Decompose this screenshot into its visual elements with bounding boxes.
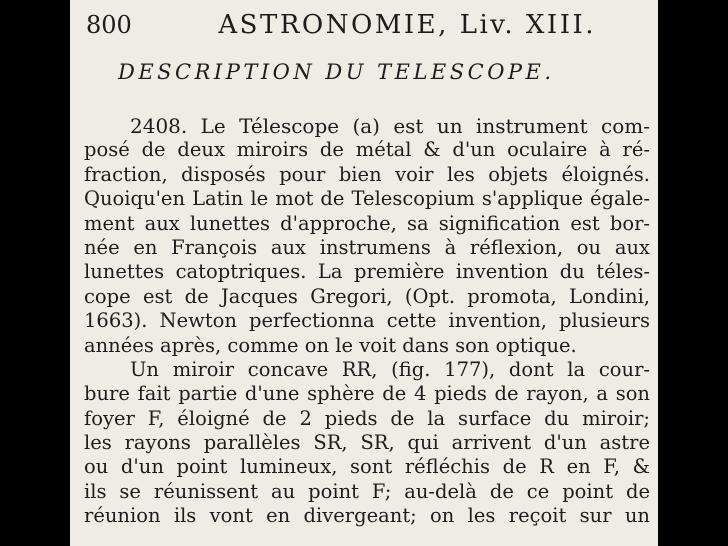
text-line: les rayons parallèles SR, SR, qui arrivent d'un astre [84,431,650,455]
text-line: bure fait partie d'une sphère de 4 pieds de rayon, a son [84,382,650,406]
text-line: ment aux lunettes d'approche, sa signification est bor- [84,211,650,235]
body-text [84,114,650,529]
text-line: Quoiqu'en Latin le mot de Telescopium s'applique égale- [84,187,650,211]
text-line: ils se réunissent au point F; au-delà de ce point de [84,479,650,503]
section-heading: DESCRIPTION DU TELESCOPE. [118,60,555,84]
text-line: ou d'un point lumineux, sont réfléchis de R en F, & [84,455,650,479]
text-line: née en François aux instrumens à réflexion, ou aux [84,235,650,259]
text-line: 1663). Newton perfectionna cette invention, plusieurs [84,309,650,333]
text-line: réunion ils vont en divergeant; on les reçoit sur un [84,504,650,528]
text-line: Un miroir concave RR, (fig. 177), dont la cour- [130,357,650,381]
text-line: années après, comme on le voit dans son optique. [84,333,577,357]
text-line: 2408. Le Télescope (a) est un instrument com- [130,114,650,138]
text-line: fraction, disposés pour bien voir les objets éloignés. [84,162,650,186]
page-number: 800 [86,11,132,39]
page-header [86,10,596,46]
text-line: cope est de Jacques Gregori, (Opt. promota, Londini, [84,284,650,308]
running-title: ASTRONOMIE, Liv. XIII. [218,10,596,40]
book-page [70,0,658,546]
text-line: foyer F, éloigné de 2 pieds de la surface du miroir; [84,406,650,430]
text-line: posé de deux miroirs de métal & d'un oculaire à ré- [84,138,650,162]
text-line: lunettes catoptriques. La première invention du téles- [84,260,650,284]
